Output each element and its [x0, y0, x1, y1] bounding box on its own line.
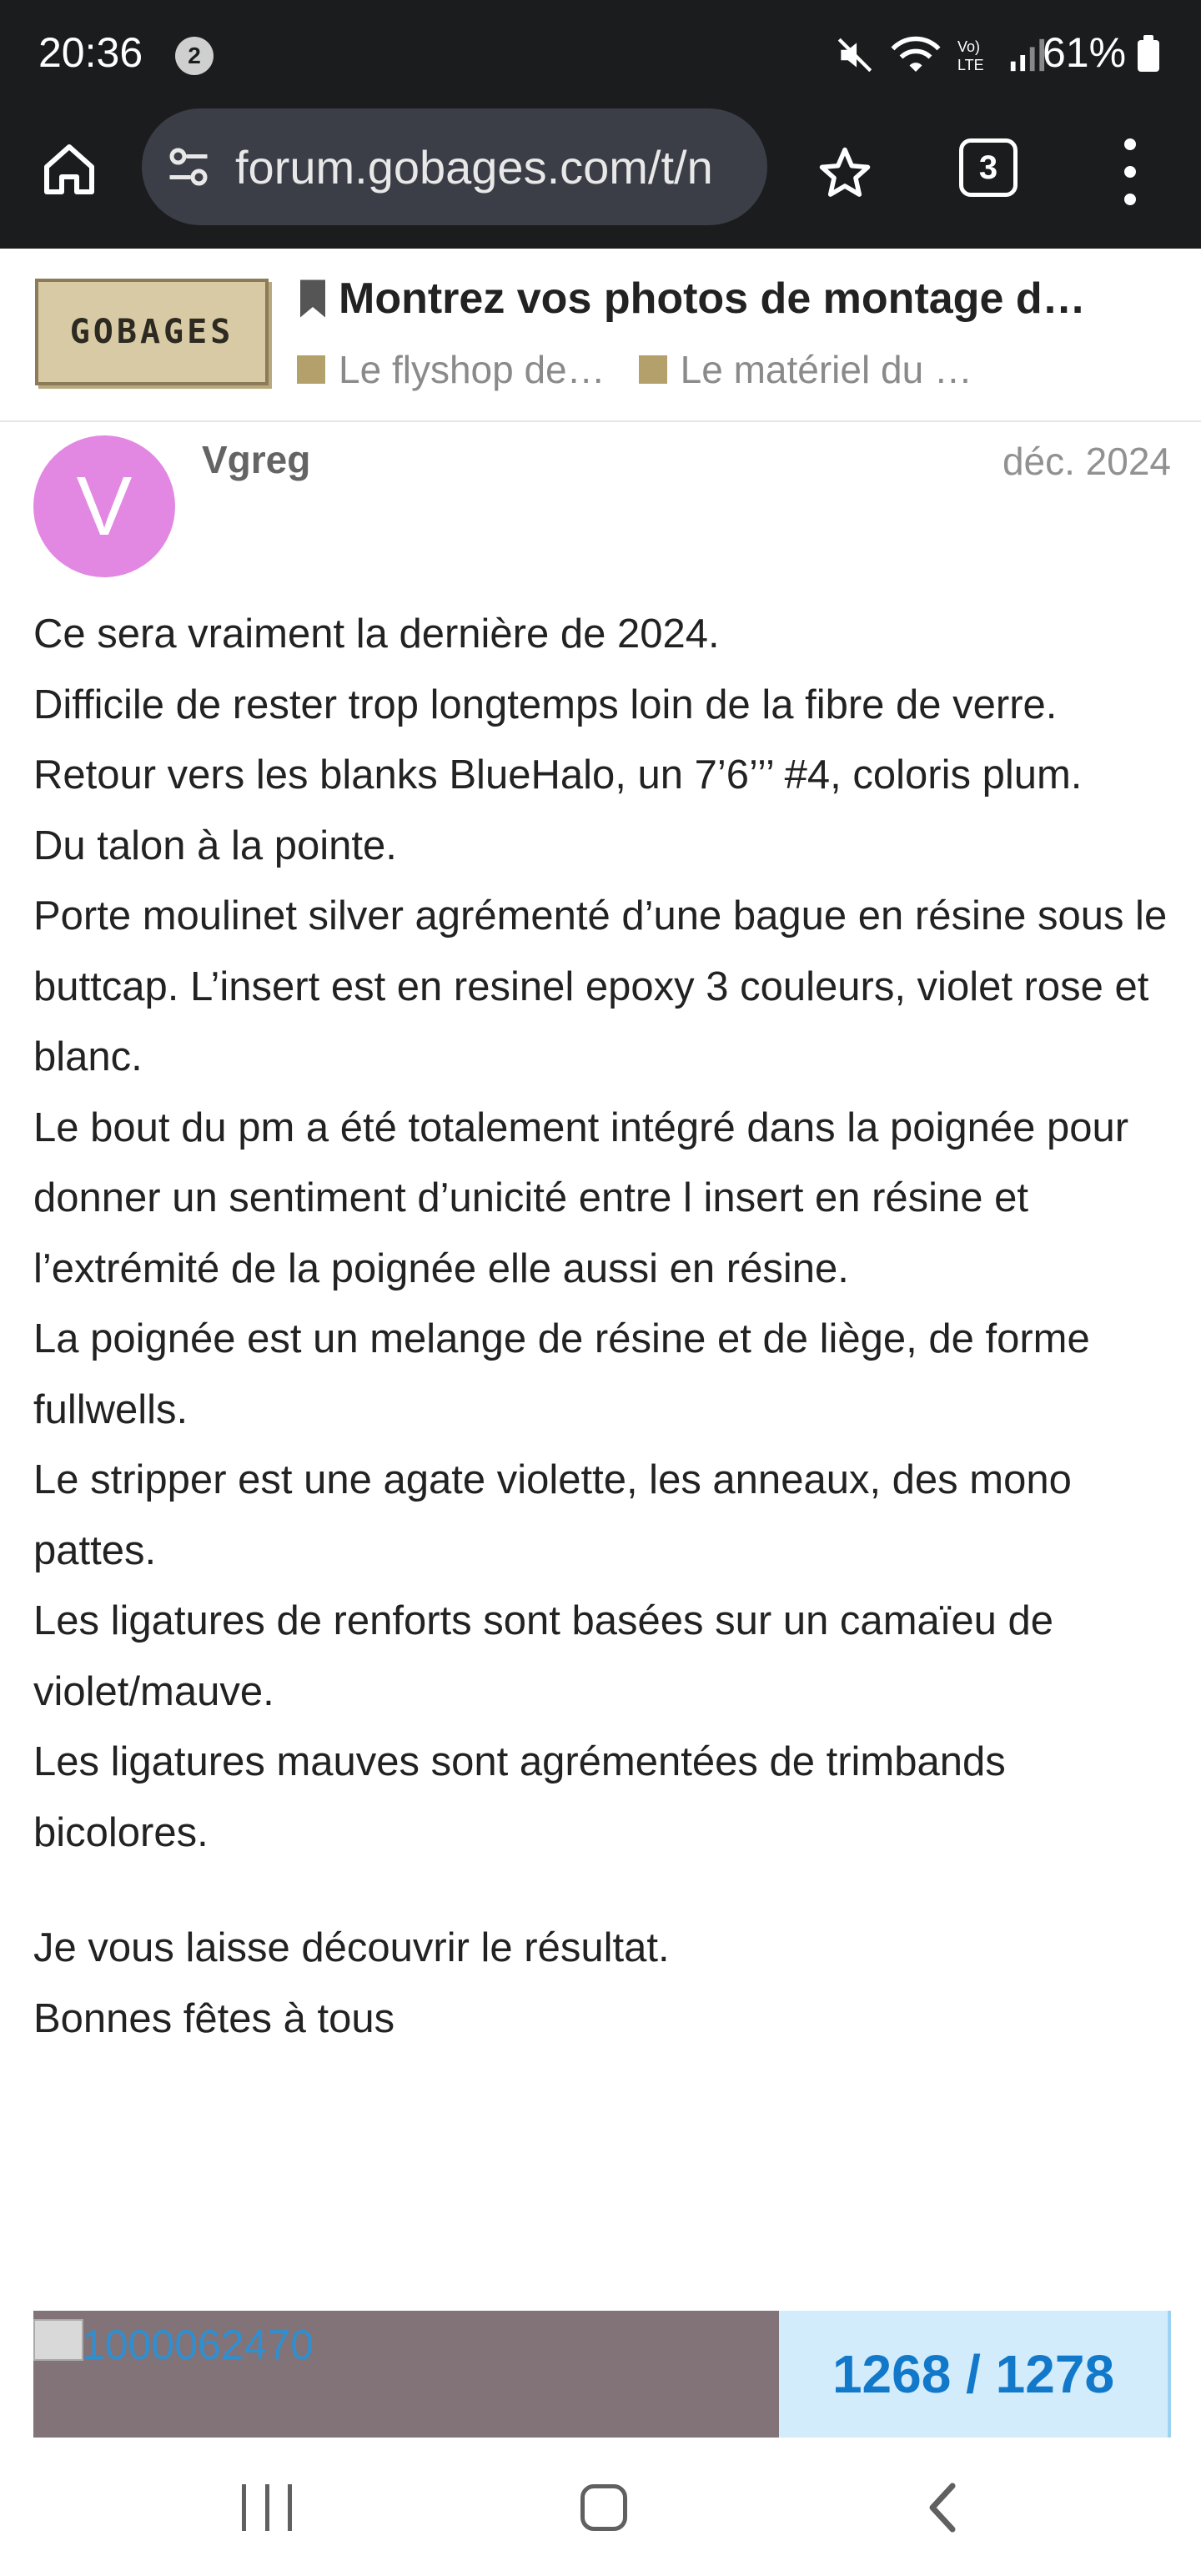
forum-header [0, 249, 1201, 422]
image-alt-text[interactable]: 1000062470 [82, 2322, 314, 2368]
home-icon [39, 139, 99, 199]
nav-home-button[interactable] [580, 2484, 627, 2531]
post-line: Retour vers les blanks BlueHalo, un 7’6’’’ #4, coloris plum. [33, 752, 1083, 797]
post-line: Ce sera vraiment la dernière de 2024. [33, 611, 720, 657]
home-button[interactable] [33, 133, 105, 205]
post-line: Difficile de rester trop longtemps loin de la fibre de verre. [33, 682, 1058, 727]
menu-dot-icon [1124, 166, 1136, 178]
post-line: Porte moulinet silver agrémenté d’une bague en résine sous le buttcap. L’insert est en resinel epoxy 3 couleurs, violet rose et blanc. [33, 893, 1168, 1079]
recents-button[interactable] [242, 2484, 292, 2531]
category-label: Le flyshop de… [339, 348, 606, 391]
post-image[interactable] [33, 2311, 779, 2438]
site-logo[interactable] [35, 279, 269, 385]
logo-text: GOBAGES [69, 313, 234, 351]
url-text[interactable]: forum.gobages.com/t/n [235, 141, 713, 194]
post-line: Je vous laisse découvrir le résultat. [33, 1925, 670, 1970]
category-swatch [297, 355, 325, 384]
menu-dot-icon [1124, 138, 1136, 150]
post-line: Le bout du pm a été totalement intégré dans la poignée pour donner un sentiment d’unicité entre l insert en résine et l’extrémité de la poignée elle aussi en résine. [33, 1104, 1129, 1291]
battery-level: 61% [1043, 29, 1127, 76]
system-nav-bar [0, 2438, 1201, 2576]
category-list [297, 347, 972, 392]
bookmark-star-button[interactable] [807, 135, 882, 210]
topic-title[interactable] [300, 274, 1168, 324]
post-date[interactable]: déc. 2024 [1002, 440, 1171, 483]
post-body [33, 599, 1184, 2054]
signal-icon [1008, 34, 1046, 76]
post-username[interactable]: Vgreg [202, 438, 311, 481]
wifi-icon [891, 34, 941, 76]
battery-icon [1138, 40, 1159, 72]
category-flyshop[interactable] [297, 347, 606, 392]
status-bar [0, 0, 1201, 108]
recents-bar-icon [265, 2484, 269, 2531]
volte-icon [956, 34, 992, 76]
post-line: Bonnes fêtes à tous [33, 1995, 395, 2041]
star-icon [817, 145, 872, 200]
mute-icon [834, 34, 876, 76]
back-icon[interactable] [926, 2483, 959, 2533]
clock: 20:36 [38, 29, 143, 76]
avatar[interactable]: V [33, 435, 175, 577]
browser-toolbar [0, 108, 1201, 249]
url-bar[interactable] [142, 108, 767, 225]
category-label: Le matériel du … [680, 348, 972, 391]
post-line: Le stripper est une agate violette, les anneaux, des mono pattes. [33, 1457, 1072, 1573]
notification-badge: 2 [175, 37, 214, 75]
system-icons [834, 30, 1046, 80]
menu-dot-icon [1124, 194, 1136, 205]
overflow-menu-button[interactable] [1109, 138, 1151, 205]
progress-edge [1168, 2311, 1171, 2438]
svg-text:LTE: LTE [957, 57, 984, 73]
bookmark-icon [300, 279, 325, 318]
recents-bar-icon [288, 2484, 292, 2531]
post-line: Du talon à la pointe. [33, 823, 397, 868]
tab-switcher-button[interactable]: 3 [959, 138, 1018, 197]
site-settings-icon[interactable] [163, 142, 214, 192]
broken-image-icon [33, 2319, 83, 2361]
recents-bar-icon [242, 2484, 246, 2531]
post-line: La poignée est un melange de résine et de liège, de forme fullwells. [33, 1316, 1090, 1432]
post-line: Les ligatures mauves sont agrémentées de trimbands bicolores. [33, 1739, 1006, 1855]
category-materiel[interactable] [639, 347, 972, 392]
post-line: Les ligatures de renforts sont basées sur un camaïeu de violet/mauve. [33, 1598, 1053, 1714]
svg-text:Vo): Vo) [957, 38, 981, 55]
category-swatch [639, 355, 667, 384]
topic-progress[interactable]: 1268 / 1278 [779, 2311, 1168, 2438]
topic-title-text: Montrez vos photos de montage d… [339, 274, 1086, 323]
